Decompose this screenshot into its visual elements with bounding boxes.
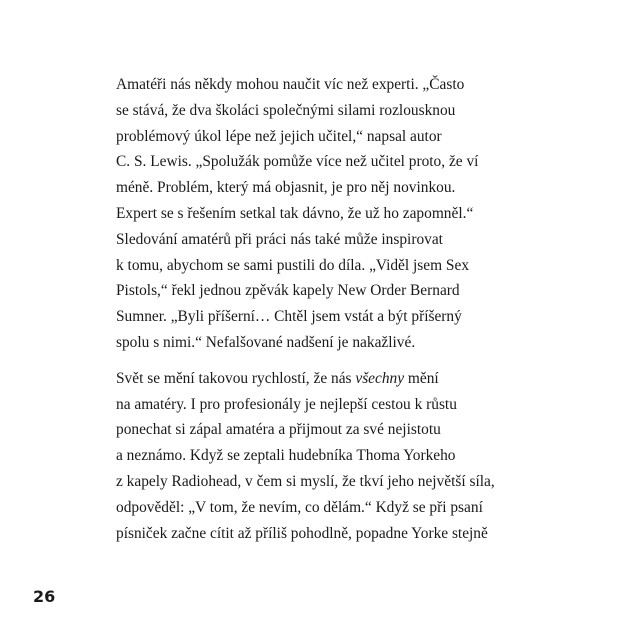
text-segment: se stává, že dva školáci společnými silami rozlousknou <box>116 101 456 119</box>
text-segment: ponechat si zápal amatéra a přijmout za své nejistotu <box>116 421 441 439</box>
text-line <box>116 278 516 304</box>
text-segment: k tomu, abychom se sami pustili do díla. „Viděl jsem Sex <box>116 256 470 274</box>
text-line <box>116 175 516 201</box>
text-segment: Amatéři nás někdy mohou naučit víc než experti. „Často <box>116 76 465 93</box>
text-segment: odpověděl: „V tom, že nevím, co dělám.“ Když se při psaní <box>116 498 483 516</box>
text-segment: Sumner. „Byli příšerní… Chtěl jsem vstát a být příšerný <box>116 308 462 326</box>
text-segment: Pistols,“ řekl jednou zpěvák kapely New Order Bernard <box>116 282 460 300</box>
text-segment: písniček začne cítit až příliš pohodlně, popadne Yorke stejně <box>116 524 488 542</box>
text-line <box>116 149 516 175</box>
text-segment: mění <box>404 369 439 387</box>
text-line <box>116 417 516 443</box>
text-line <box>116 392 516 418</box>
text-segment: Svět se mění takovou rychlostí, že nás <box>116 369 356 387</box>
text-line <box>116 227 516 253</box>
text-line <box>116 443 516 469</box>
text-line <box>116 304 516 330</box>
text-line <box>116 330 516 356</box>
text-line <box>116 124 516 150</box>
text-line <box>116 469 516 495</box>
text-line <box>116 201 516 227</box>
text-line <box>116 253 516 279</box>
text-line <box>116 72 516 98</box>
text-segment: Expert se s řešením setkal tak dávno, že už ho zapomněl.“ <box>116 204 474 222</box>
text-segment: z kapely Radiohead, v čem si myslí, že tkví jeho největší síla, <box>116 472 495 490</box>
text-line <box>116 521 516 547</box>
page-number: 26 <box>33 587 56 606</box>
text-segment: na amatéry. I pro profesionály je nejlepší cestou k růstu <box>116 395 457 413</box>
body-text <box>116 72 516 546</box>
text-line <box>116 495 516 521</box>
text-line <box>116 366 516 392</box>
emphasized-text: všechny <box>355 369 405 387</box>
text-segment: méně. Problém, který má objasnit, je pro něj novinkou. <box>116 179 456 197</box>
text-segment: C. S. Lewis. „Spolužák pomůže více než učitel proto, že ví <box>116 153 479 171</box>
text-segment: a neznámo. Když se zeptali hudebníka Thoma Yorkeho <box>116 447 456 465</box>
text-segment: Sledování amatérů při práci nás také může inspirovat <box>116 230 443 248</box>
text-segment: problémový úkol lépe než jejich učitel,“ napsal autor <box>116 127 442 145</box>
paragraph <box>116 72 516 356</box>
text-line <box>116 98 516 124</box>
text-segment: spolu s nimi.“ Nefalšované nadšení je nakažlivé. <box>116 333 416 351</box>
paragraph <box>116 366 516 547</box>
